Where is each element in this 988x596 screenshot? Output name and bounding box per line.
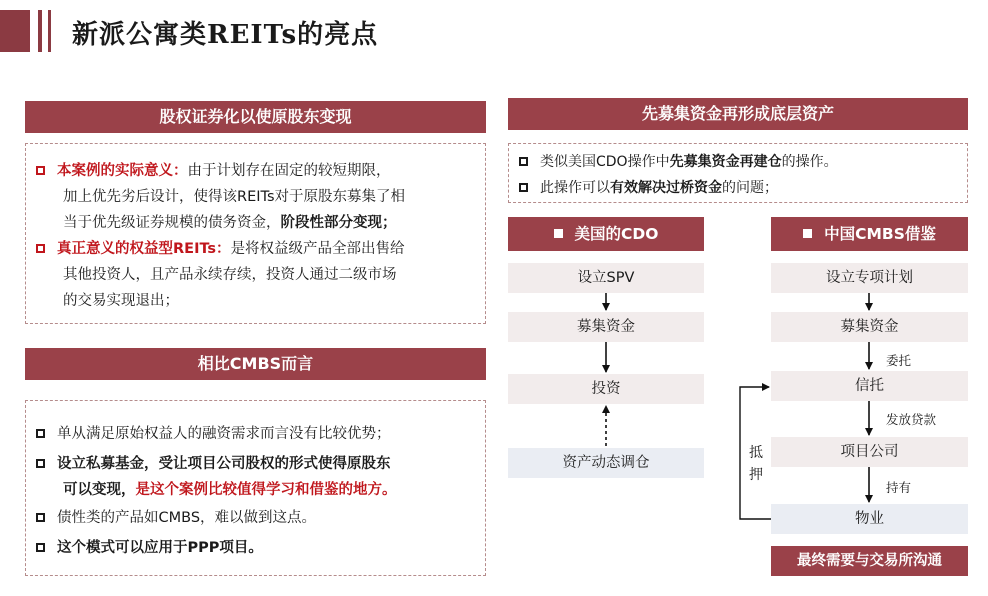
arrow-label-entrust: 委托 bbox=[886, 353, 912, 368]
item-text: 是将权益级产品全部出售给 bbox=[230, 241, 405, 257]
flow-step-us-3: 投资 bbox=[508, 374, 704, 404]
checkbox-bullet-icon bbox=[36, 244, 45, 253]
square-bullet-icon bbox=[803, 229, 812, 238]
footer-note-exchange: 最终需要与交易所沟通 bbox=[771, 546, 968, 576]
flow-step-cn-1: 设立专项计划 bbox=[771, 263, 968, 293]
header-accent-stripe-1 bbox=[38, 10, 42, 52]
item-text: 可以变现， bbox=[63, 482, 136, 498]
list-item bbox=[36, 421, 481, 447]
item-text: 类似美国CDO操作中 bbox=[540, 154, 670, 170]
list-item bbox=[519, 176, 778, 200]
checkbox-bullet-icon bbox=[519, 157, 528, 166]
flow-step-cn-4: 项目公司 bbox=[771, 437, 968, 467]
side-label-pledge-1: 抵 bbox=[749, 445, 763, 461]
list-item bbox=[36, 236, 481, 314]
item-text: 的交易实现退出； bbox=[63, 293, 179, 309]
flow-header-text: 中国CMBS借鉴 bbox=[824, 225, 936, 243]
item-text: 当于优先级证券规模的债务资金， bbox=[63, 215, 281, 231]
item-emphasis: 先募集资金再建仓 bbox=[669, 154, 782, 170]
item-text: 设立私募基金，受让项目公司股权的形式使得原股东 bbox=[57, 456, 391, 472]
list-item bbox=[519, 150, 838, 174]
item-text: 的问题； bbox=[722, 180, 778, 196]
list-item bbox=[36, 158, 481, 236]
item-text: 债性类的产品如CMBS，难以做到这点。 bbox=[57, 510, 317, 526]
checkbox-bullet-icon bbox=[36, 166, 45, 175]
item-text: 由于计划存在固定的较短期限， bbox=[187, 163, 391, 179]
item-text: 这个模式可以应用于PPP项目。 bbox=[57, 540, 263, 556]
checkbox-bullet-icon bbox=[36, 429, 45, 438]
item-lead: 本案例的实际意义： bbox=[57, 163, 188, 179]
checkbox-bullet-icon bbox=[519, 183, 528, 192]
section-title-equity-securitization bbox=[25, 101, 486, 133]
flow-step-cn-3: 信托 bbox=[771, 371, 968, 401]
item-emphasis: 阶段性部分变现； bbox=[280, 215, 397, 231]
section-title-text: 股权证券化以使原股东变现 bbox=[159, 107, 352, 126]
flow-header-text: 美国的CDO bbox=[574, 225, 659, 243]
flow-step-us-4: 资产动态调仓 bbox=[508, 448, 704, 478]
section-title-text: 相比CMBS而言 bbox=[197, 354, 314, 373]
item-emphasis: 是这个案例比较值得学习和借鉴的地方。 bbox=[135, 482, 397, 498]
section-box-equity-securitization bbox=[25, 143, 486, 324]
arrow-label-hold: 持有 bbox=[886, 480, 912, 495]
item-lead: 真正意义的权益型REITs： bbox=[57, 241, 231, 257]
flow-step-cn-5: 物业 bbox=[771, 504, 968, 534]
section-box-vs-cmbs bbox=[25, 400, 486, 576]
flow-header-us-cdo bbox=[508, 217, 704, 251]
flow-step-us-1: 设立SPV bbox=[508, 263, 704, 293]
square-bullet-icon bbox=[554, 229, 563, 238]
checkbox-bullet-icon bbox=[36, 543, 45, 552]
list-item bbox=[36, 451, 481, 503]
section-box-raise-first bbox=[508, 143, 968, 203]
item-text: 单从满足原始权益人的融资需求而言没有比较优势； bbox=[57, 426, 391, 442]
flow-step-cn-2: 募集资金 bbox=[771, 312, 968, 342]
header-accent-stripe-2 bbox=[48, 10, 51, 52]
header-accent-block bbox=[0, 10, 30, 52]
list-item bbox=[36, 535, 481, 561]
item-text: 加上优先劣后设计，使得该REITs对于原股东募集了相 bbox=[63, 189, 406, 205]
page-title: 新派公寓类REITs的亮点 bbox=[72, 20, 379, 50]
list-item bbox=[36, 505, 481, 531]
item-text: 的操作。 bbox=[781, 154, 838, 170]
arrow-label-loan: 发放贷款 bbox=[886, 412, 937, 427]
checkbox-bullet-icon bbox=[36, 459, 45, 468]
item-text: 此操作可以 bbox=[540, 180, 610, 196]
checkbox-bullet-icon bbox=[36, 513, 45, 522]
section-title-vs-cmbs bbox=[25, 348, 486, 380]
side-label-pledge-2: 押 bbox=[749, 467, 763, 483]
section-title-text: 先募集资金再形成底层资产 bbox=[641, 104, 834, 123]
flow-step-us-2: 募集资金 bbox=[508, 312, 704, 342]
item-emphasis: 有效解决过桥资金 bbox=[610, 180, 722, 196]
flow-header-cn-cmbs bbox=[771, 217, 968, 251]
section-title-raise-first bbox=[508, 98, 968, 130]
item-text: 其他投资人，且产品永续存续，投资人通过二级市场 bbox=[63, 267, 397, 283]
